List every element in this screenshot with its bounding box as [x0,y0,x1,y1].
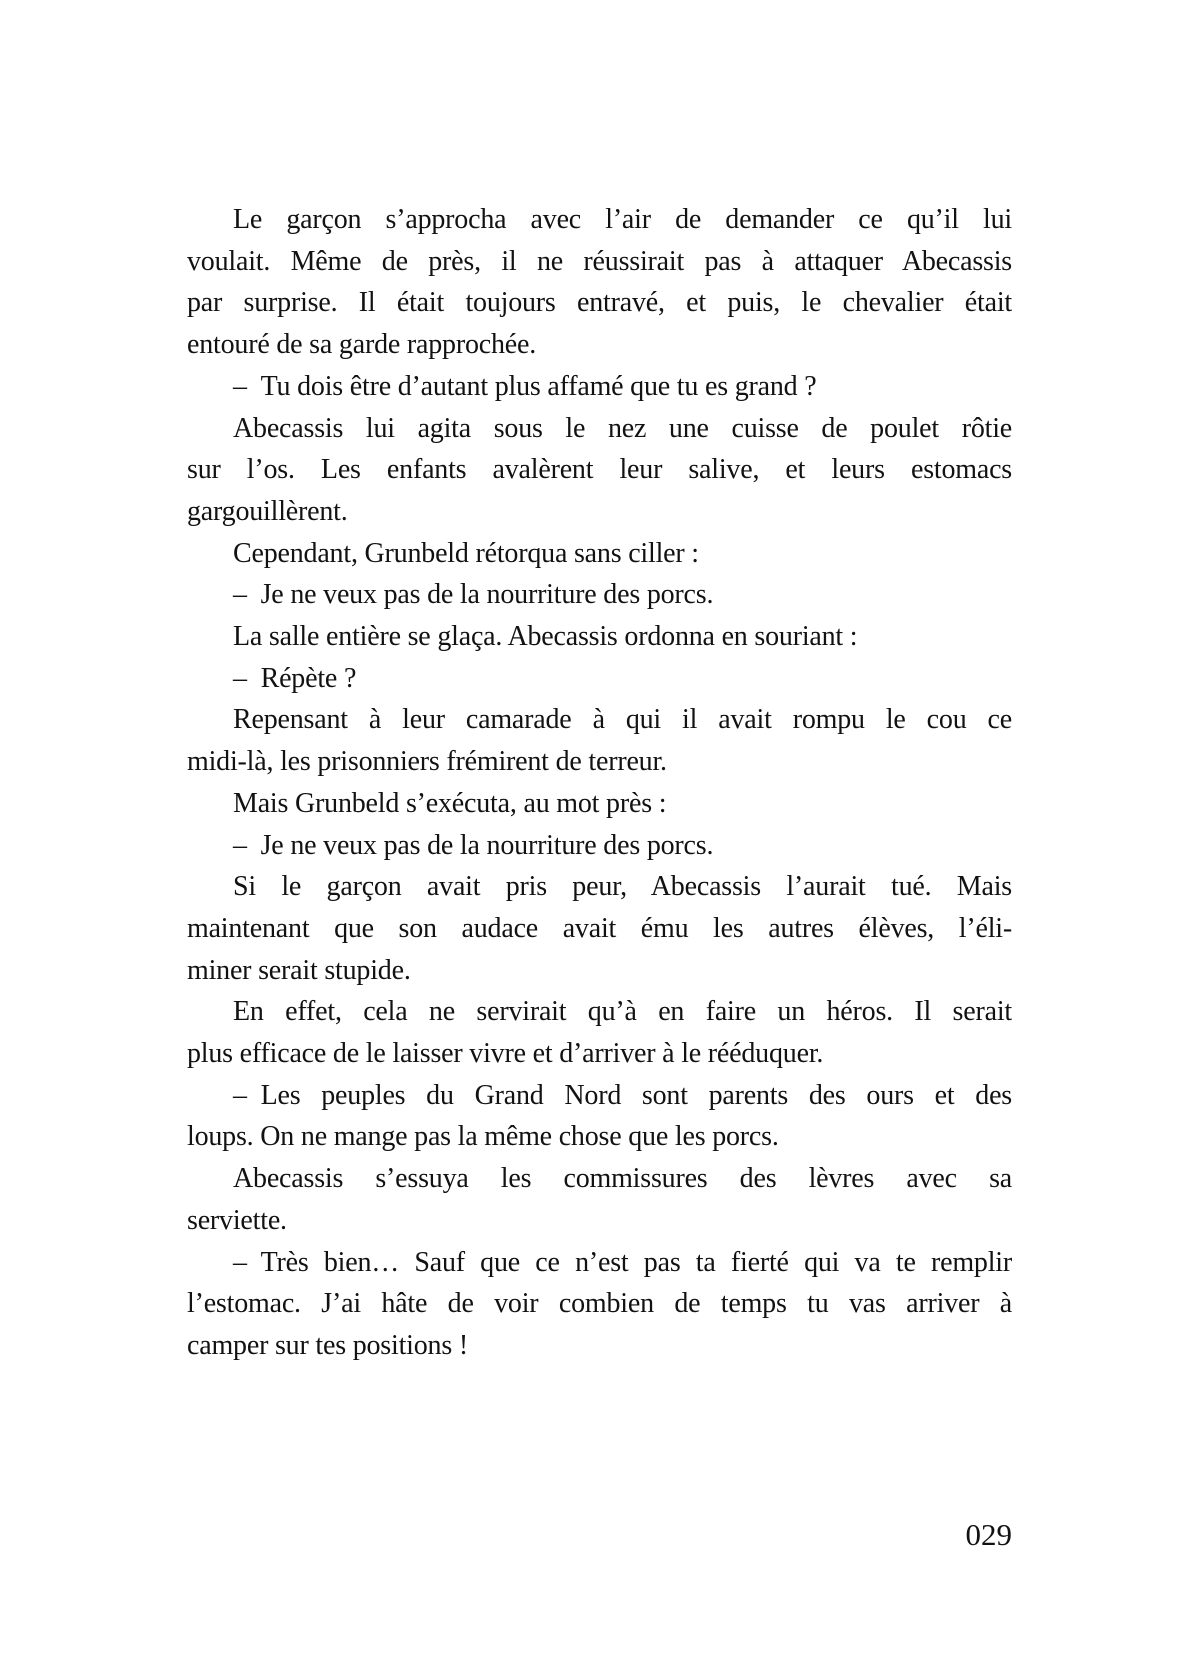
text-line-content: En effet, cela ne servirait qu’à en faire un héros. Il serait [233,996,1012,1028]
text-line [187,449,1012,491]
text-line [187,1325,1012,1367]
text-line [187,1200,1012,1242]
text-line-content: camper sur tes positions ! [187,1329,468,1361]
text-line [187,1242,1012,1284]
text-line-content: gargouillèrent. [187,495,348,527]
text-line-content: serviette. [187,1204,287,1236]
text-line-content: l’estomac. J’ai hâte de voir combien de temps tu vas arriver à [187,1288,1012,1320]
text-line [187,324,1012,366]
text-line [187,491,1012,533]
text-line [187,658,1012,700]
text-line-content: par surprise. Il était toujours entravé, et puis, le chevalier était [187,287,1012,319]
text-line [187,533,1012,575]
text-line-content: loups. On ne mange pas la même chose que les porcs. [187,1121,779,1153]
text-line [187,1075,1012,1117]
text-line [187,1158,1012,1200]
text-line [187,574,1012,616]
text-line [187,950,1012,992]
text-line [187,241,1012,283]
text-line-content: Abecassis s’essuya les commissures des lèvres avec sa [233,1163,1012,1195]
text-line [187,282,1012,324]
text-line-content: miner serait stupide. [187,954,411,986]
text-line-content: maintenant que son audace avait ému les autres élèves, l’éli- [187,912,1012,944]
text-line-content: – Très bien… Sauf que ce n’est pas ta fierté qui va te remplir [233,1246,1012,1278]
text-line [187,908,1012,950]
text-line [187,1116,1012,1158]
text-line [187,366,1012,408]
text-line-content: sur l’os. Les enfants avalèrent leur salive, et leurs estomacs [187,454,1012,486]
text-line-content: midi-là, les prisonniers frémirent de terreur. [187,746,667,778]
text-line-content: Repensant à leur camarade à qui il avait rompu le cou ce [233,704,1012,736]
text-line-content: Mais Grunbeld s’exécuta, au mot près : [233,787,667,819]
text-line [187,783,1012,825]
text-line-content: voulait. Même de près, il ne réussirait pas à attaquer Abecassis [187,245,1012,277]
text-line [187,699,1012,741]
text-line [187,408,1012,450]
text-line [187,866,1012,908]
text-line [187,825,1012,867]
text-line-content: – Je ne veux pas de la nourriture des porcs. [233,829,714,861]
text-line [187,199,1012,241]
text-line-content: entouré de sa garde rapprochée. [187,329,537,361]
text-line-content: plus efficace de le laisser vivre et d’arriver à le rééduquer. [187,1038,824,1070]
text-line-content: La salle entière se glaça. Abecassis ordonna en souriant : [233,621,858,653]
text-line-content: – Répète ? [233,662,357,694]
body-text [187,199,1012,1367]
text-line [187,1033,1012,1075]
text-line [187,991,1012,1033]
text-line-content: – Tu dois être d’autant plus affamé que tu es grand ? [233,370,817,402]
text-line-content: Abecassis lui agita sous le nez une cuisse de poulet rôtie [233,412,1012,444]
text-line-content: Cependant, Grunbeld rétorqua sans ciller : [233,537,699,569]
text-line-content: Si le garçon avait pris peur, Abecassis l’aurait tué. Mais [233,871,1012,903]
text-line-content: – Les peuples du Grand Nord sont parents des ours et des [233,1079,1012,1111]
text-line-content: – Je ne veux pas de la nourriture des porcs. [233,579,714,611]
text-line [187,741,1012,783]
page-number: 029 [965,1517,1012,1552]
text-line [187,1283,1012,1325]
text-line [187,616,1012,658]
text-line-content: Le garçon s’approcha avec l’air de demander ce qu’il lui [233,204,1012,235]
